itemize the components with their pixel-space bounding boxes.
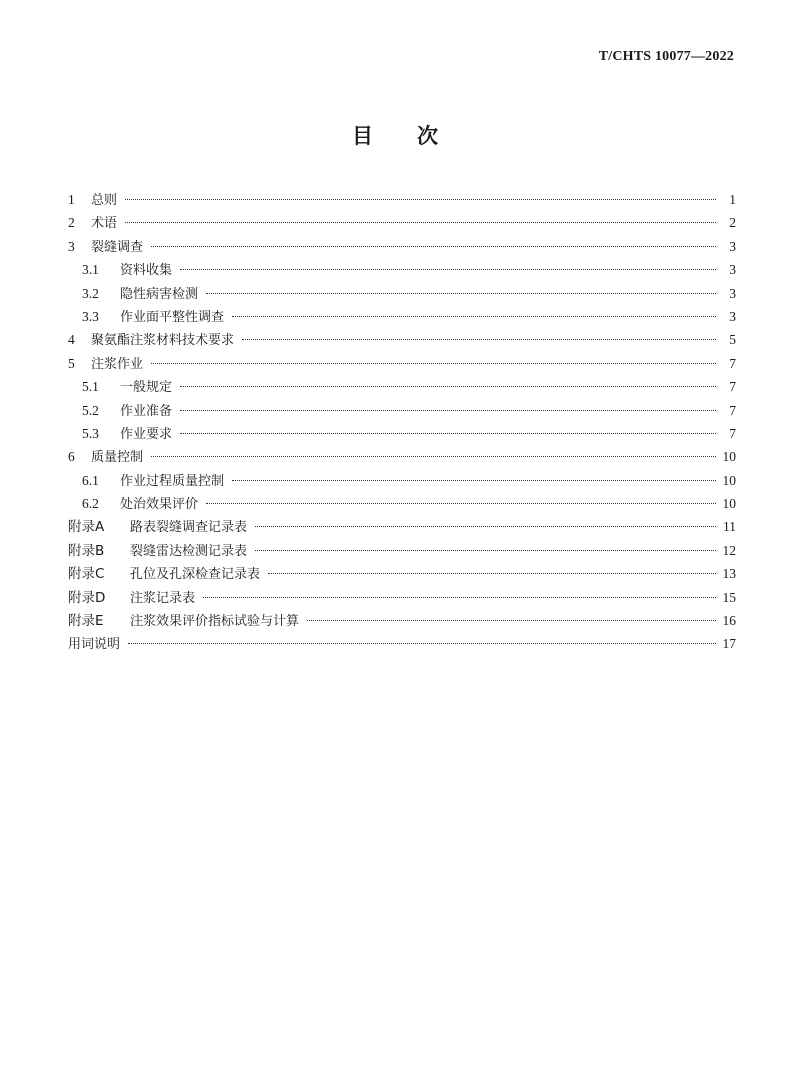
toc-entry[interactable] bbox=[68, 305, 736, 328]
table-of-contents bbox=[68, 188, 736, 656]
toc-entry-page: 11 bbox=[723, 519, 736, 535]
toc-entry-page: 5 bbox=[729, 332, 736, 348]
toc-entry-label: 隐性病害检测 bbox=[120, 286, 199, 302]
toc-entry[interactable] bbox=[68, 258, 736, 281]
toc-entry-page: 13 bbox=[722, 566, 736, 582]
toc-entry[interactable] bbox=[68, 399, 736, 422]
toc-entry-label: 作业准备 bbox=[120, 403, 173, 419]
toc-entry-page: 7 bbox=[729, 402, 736, 418]
toc-entry-number: 5.2 bbox=[82, 402, 99, 418]
toc-entry[interactable] bbox=[68, 609, 736, 632]
toc-entry-label: 注浆效果评价指标试验与计算 bbox=[130, 614, 300, 630]
toc-entry[interactable] bbox=[68, 375, 736, 398]
toc-leader-dots bbox=[206, 293, 716, 294]
toc-entry-page: 1 bbox=[729, 192, 736, 207]
toc-entry[interactable] bbox=[68, 492, 736, 515]
toc-entry-page: 17 bbox=[722, 636, 736, 652]
toc-entry-number: 5.3 bbox=[82, 425, 99, 441]
toc-entry-number: 3.3 bbox=[82, 308, 99, 324]
toc-entry-label: 孔位及孔深检查记录表 bbox=[130, 567, 261, 583]
toc-leader-dots bbox=[125, 222, 716, 223]
toc-leader-dots bbox=[203, 597, 716, 598]
toc-entry-number: 附录E bbox=[68, 613, 104, 630]
toc-entry-number: 1 bbox=[68, 192, 75, 207]
toc-entry-page: 7 bbox=[729, 355, 736, 371]
toc-entry-number: 3 bbox=[68, 238, 75, 254]
toc-entry-page: 10 bbox=[722, 472, 736, 488]
toc-entry-number: 6 bbox=[68, 449, 75, 465]
toc-entry[interactable] bbox=[68, 235, 736, 258]
toc-entry-label: 路表裂缝调查记录表 bbox=[130, 520, 248, 536]
toc-leader-dots bbox=[255, 550, 716, 551]
toc-entry-label: 术语 bbox=[91, 216, 118, 232]
toc-entry-number: 3.1 bbox=[82, 262, 99, 278]
toc-entry-label: 处治效果评价 bbox=[120, 497, 199, 513]
toc-leader-dots bbox=[125, 199, 716, 200]
toc-leader-dots bbox=[151, 363, 716, 364]
toc-entry-label: 作业过程质量控制 bbox=[120, 473, 225, 489]
toc-entry-label: 用词说明 bbox=[68, 637, 121, 653]
toc-leader-dots bbox=[180, 386, 716, 387]
toc-entry-page: 12 bbox=[722, 542, 736, 558]
toc-entry[interactable] bbox=[68, 211, 736, 234]
toc-leader-dots bbox=[151, 246, 716, 247]
toc-entry-label: 裂缝调查 bbox=[91, 239, 144, 255]
toc-entry-number: 6.1 bbox=[82, 472, 99, 488]
toc-entry-page: 3 bbox=[729, 285, 736, 301]
toc-entry-label: 资料收集 bbox=[120, 263, 173, 279]
toc-leader-dots bbox=[232, 480, 716, 481]
toc-entry-number: 5 bbox=[68, 355, 75, 371]
toc-entry-page: 2 bbox=[729, 215, 736, 231]
toc-entry-number: 附录A bbox=[68, 519, 105, 536]
toc-entry-label: 聚氨酯注浆材料技术要求 bbox=[91, 333, 235, 349]
toc-entry[interactable] bbox=[68, 282, 736, 305]
toc-entry-label: 裂缝雷达检测记录表 bbox=[130, 543, 248, 559]
toc-entry[interactable] bbox=[68, 328, 736, 351]
toc-leader-dots bbox=[180, 269, 716, 270]
toc-entry-page: 16 bbox=[722, 613, 736, 629]
toc-entry[interactable] bbox=[68, 445, 736, 468]
toc-entry-number: 3.2 bbox=[82, 285, 99, 301]
toc-entry[interactable] bbox=[68, 469, 736, 492]
toc-leader-dots bbox=[307, 620, 716, 621]
toc-entry[interactable] bbox=[68, 562, 736, 585]
toc-leader-dots bbox=[242, 339, 716, 340]
toc-entry-label: 总则 bbox=[91, 193, 118, 208]
title-char-1: 目 bbox=[352, 124, 373, 148]
toc-entry-number: 5.1 bbox=[82, 379, 99, 395]
toc-entry-label: 作业面平整性调查 bbox=[120, 309, 225, 325]
toc-entry-label: 质量控制 bbox=[91, 450, 144, 466]
toc-leader-dots bbox=[255, 526, 716, 527]
toc-leader-dots bbox=[128, 643, 716, 644]
toc-leader-dots bbox=[180, 410, 716, 411]
toc-entry[interactable] bbox=[68, 188, 736, 211]
toc-entry-page: 15 bbox=[722, 589, 736, 605]
toc-entry-page: 3 bbox=[729, 308, 736, 324]
toc-leader-dots bbox=[180, 433, 716, 434]
toc-entry[interactable] bbox=[68, 632, 736, 655]
toc-entry-page: 7 bbox=[729, 425, 736, 441]
title-char-2: 次 bbox=[417, 124, 438, 148]
toc-entry-page: 10 bbox=[722, 449, 736, 465]
toc-entry-page: 3 bbox=[729, 238, 736, 254]
toc-entry-number: 4 bbox=[68, 332, 75, 348]
toc-entry-label: 注浆作业 bbox=[91, 356, 144, 372]
toc-leader-dots bbox=[268, 573, 716, 574]
toc-entry-page: 3 bbox=[729, 262, 736, 278]
toc-entry[interactable] bbox=[68, 586, 736, 609]
toc-leader-dots bbox=[151, 456, 716, 457]
toc-entry-number: 附录C bbox=[68, 566, 105, 583]
toc-entry-number: 附录B bbox=[68, 542, 105, 559]
toc-entry-page: 7 bbox=[729, 379, 736, 395]
toc-entry-page: 10 bbox=[722, 496, 736, 512]
page-title bbox=[0, 120, 790, 150]
toc-entry[interactable] bbox=[68, 422, 736, 445]
toc-entry-label: 一般规定 bbox=[120, 380, 173, 396]
standard-code: T/CHTS 10077—2022 bbox=[598, 49, 734, 64]
toc-leader-dots bbox=[206, 503, 716, 504]
toc-entry-label: 作业要求 bbox=[120, 426, 173, 442]
toc-entry-number: 2 bbox=[68, 215, 75, 231]
toc-entry[interactable] bbox=[68, 352, 736, 375]
toc-entry-number: 6.2 bbox=[82, 496, 99, 512]
toc-entry-label: 注浆记录表 bbox=[130, 590, 196, 606]
toc-entry-number: 附录D bbox=[68, 589, 106, 606]
toc-entry[interactable] bbox=[68, 539, 736, 562]
toc-leader-dots bbox=[232, 316, 716, 317]
toc-entry[interactable] bbox=[68, 515, 736, 538]
